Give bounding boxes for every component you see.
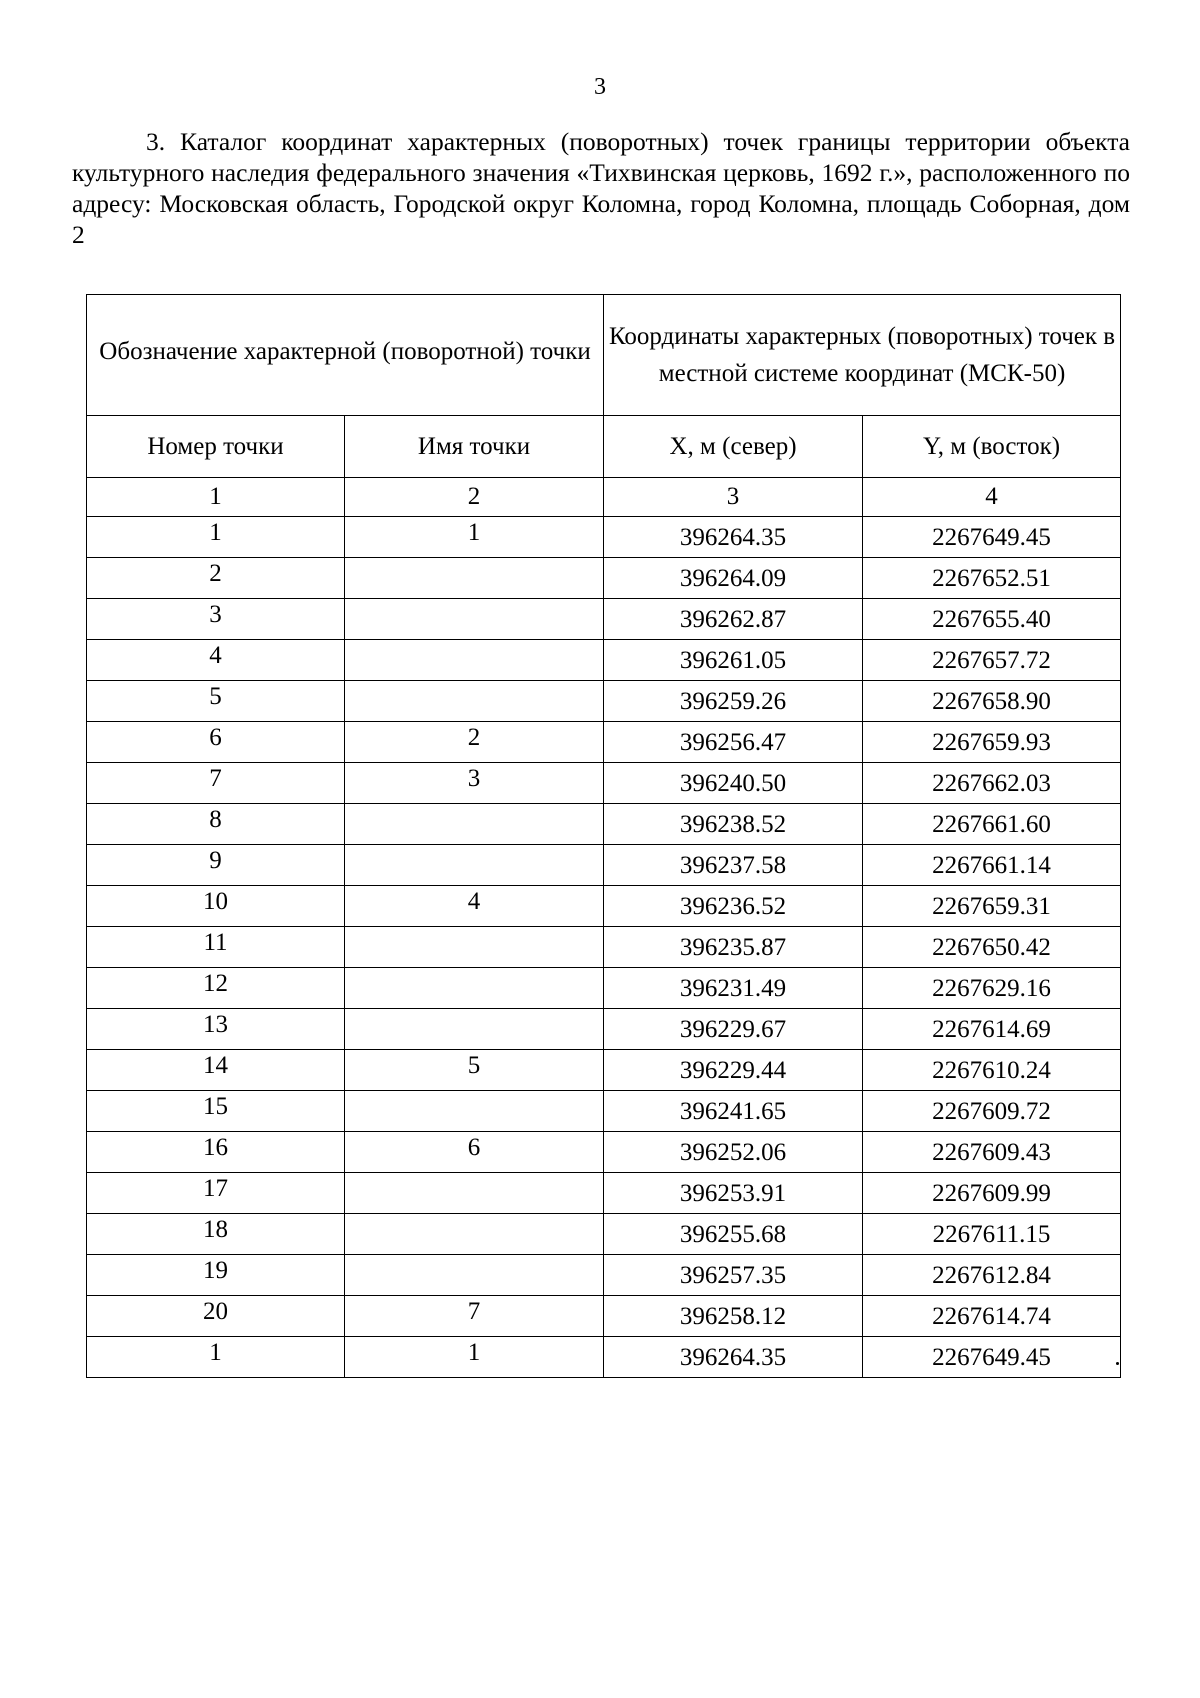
column-header-x: X, м (север)	[604, 416, 863, 478]
point-name-cell	[345, 968, 604, 1009]
x-coordinate-cell: 396264.09	[604, 558, 863, 599]
table-row	[87, 845, 1121, 886]
point-name-cell	[345, 845, 604, 886]
column-header-point-name: Имя точки	[345, 416, 604, 478]
y-coordinate-cell: 2267611.15	[863, 1214, 1121, 1255]
table-row	[87, 804, 1121, 845]
point-name-cell	[345, 804, 604, 845]
point-number-cell: 2	[87, 558, 345, 599]
y-coordinate-cell: 2267658.90	[863, 681, 1121, 722]
x-coordinate-cell: 396252.06	[604, 1132, 863, 1173]
point-number-cell: 1	[87, 517, 345, 558]
y-coordinate-cell: 2267652.51	[863, 558, 1121, 599]
x-coordinate-cell: 396229.67	[604, 1009, 863, 1050]
point-name-cell	[345, 640, 604, 681]
point-number-cell: 12	[87, 968, 345, 1009]
y-coordinate-cell: 2267662.03	[863, 763, 1121, 804]
x-coordinate-cell: 396255.68	[604, 1214, 863, 1255]
x-coordinate-cell: 396240.50	[604, 763, 863, 804]
section-heading: 3. Каталог координат характерных (поворотных) точек границы территории объекта культурного наследия федерального значения «Тихвинская церковь, 1692 г.», расположенного по адресу: Московская область, Городской округ Коломна, город Коломна, площадь Соборная, дом 2	[72, 127, 1130, 249]
table-row	[87, 886, 1121, 927]
point-name-cell	[345, 681, 604, 722]
point-number-cell: 15	[87, 1091, 345, 1132]
table-row	[87, 681, 1121, 722]
point-number-cell: 7	[87, 763, 345, 804]
point-name-cell	[345, 927, 604, 968]
table-column-header-row	[87, 416, 1121, 478]
point-number-cell: 13	[87, 1009, 345, 1050]
x-coordinate-cell: 396259.26	[604, 681, 863, 722]
x-coordinate-cell: 396256.47	[604, 722, 863, 763]
x-coordinate-cell: 396264.35	[604, 1337, 863, 1378]
x-coordinate-cell: 396231.49	[604, 968, 863, 1009]
table-row	[87, 1132, 1121, 1173]
point-name-cell: 7	[345, 1296, 604, 1337]
coordinates-group-header: Координаты характерных (поворотных) точек в местной системе координат (МСК-50)	[604, 295, 1121, 416]
column-header-point-number: Номер точки	[87, 416, 345, 478]
point-name-cell: 2	[345, 722, 604, 763]
y-coordinate-cell: 2267612.84	[863, 1255, 1121, 1296]
table-row	[87, 968, 1121, 1009]
point-name-cell: 4	[345, 886, 604, 927]
y-coordinate-cell: 2267659.31	[863, 886, 1121, 927]
coordinates-table	[86, 294, 1121, 1378]
table-row	[87, 1255, 1121, 1296]
table-column-number-row	[87, 478, 1121, 517]
point-name-cell	[345, 1009, 604, 1050]
table-row	[87, 1337, 1121, 1378]
point-name-cell: 5	[345, 1050, 604, 1091]
table-group-header-row	[87, 295, 1121, 416]
table-row	[87, 722, 1121, 763]
table-row	[87, 640, 1121, 681]
y-coordinate-cell: 2267614.69	[863, 1009, 1121, 1050]
point-number-cell: 5	[87, 681, 345, 722]
x-coordinate-cell: 396241.65	[604, 1091, 863, 1132]
point-number-cell: 1	[87, 1337, 345, 1378]
y-coordinate-cell: 2267609.99	[863, 1173, 1121, 1214]
point-name-cell: 1	[345, 517, 604, 558]
column-number: 3	[604, 478, 863, 517]
point-name-cell	[345, 599, 604, 640]
point-number-cell: 18	[87, 1214, 345, 1255]
y-coordinate-cell: 2267649.45	[863, 517, 1121, 558]
column-number: 4	[863, 478, 1121, 517]
y-coordinate-cell: 2267609.72	[863, 1091, 1121, 1132]
page-number: 3	[594, 74, 606, 100]
column-number: 2	[345, 478, 604, 517]
point-name-cell: 3	[345, 763, 604, 804]
x-coordinate-cell: 396237.58	[604, 845, 863, 886]
table-row	[87, 763, 1121, 804]
x-coordinate-cell: 396236.52	[604, 886, 863, 927]
point-name-cell: 1	[345, 1337, 604, 1378]
y-coordinate-cell: 2267649.45	[863, 1337, 1121, 1378]
point-number-cell: 11	[87, 927, 345, 968]
table-row	[87, 1296, 1121, 1337]
point-number-cell: 16	[87, 1132, 345, 1173]
table-row	[87, 927, 1121, 968]
column-header-y: Y, м (восток)	[863, 416, 1121, 478]
x-coordinate-cell: 396238.52	[604, 804, 863, 845]
table-row	[87, 599, 1121, 640]
table-row	[87, 1009, 1121, 1050]
x-coordinate-cell: 396264.35	[604, 517, 863, 558]
point-name-cell	[345, 1255, 604, 1296]
y-coordinate-cell: 2267650.42	[863, 927, 1121, 968]
point-number-cell: 6	[87, 722, 345, 763]
point-number-cell: 20	[87, 1296, 345, 1337]
designation-group-header: Обозначение характерной (поворотной) точки	[87, 295, 604, 416]
table-row	[87, 517, 1121, 558]
point-number-cell: 4	[87, 640, 345, 681]
point-name-cell: 6	[345, 1132, 604, 1173]
y-coordinate-cell: 2267614.74	[863, 1296, 1121, 1337]
x-coordinate-cell: 396258.12	[604, 1296, 863, 1337]
column-number: 1	[87, 478, 345, 517]
point-number-cell: 19	[87, 1255, 345, 1296]
table-row	[87, 558, 1121, 599]
point-number-cell: 3	[87, 599, 345, 640]
point-name-cell	[345, 1214, 604, 1255]
point-name-cell	[345, 1173, 604, 1214]
point-name-cell	[345, 1091, 604, 1132]
y-coordinate-cell: 2267629.16	[863, 968, 1121, 1009]
x-coordinate-cell: 396261.05	[604, 640, 863, 681]
table-row	[87, 1050, 1121, 1091]
x-coordinate-cell: 396229.44	[604, 1050, 863, 1091]
point-number-cell: 17	[87, 1173, 345, 1214]
y-coordinate-cell: 2267659.93	[863, 722, 1121, 763]
point-number-cell: 9	[87, 845, 345, 886]
point-name-cell	[345, 558, 604, 599]
table-row	[87, 1091, 1121, 1132]
y-coordinate-cell: 2267609.43	[863, 1132, 1121, 1173]
x-coordinate-cell: 396262.87	[604, 599, 863, 640]
point-number-cell: 10	[87, 886, 345, 927]
y-coordinate-cell: 2267661.14	[863, 845, 1121, 886]
stray-dot-mark	[1116, 1362, 1119, 1365]
coordinates-table-body	[87, 295, 1121, 1378]
y-coordinate-cell: 2267657.72	[863, 640, 1121, 681]
point-number-cell: 14	[87, 1050, 345, 1091]
x-coordinate-cell: 396235.87	[604, 927, 863, 968]
table-row	[87, 1173, 1121, 1214]
x-coordinate-cell: 396253.91	[604, 1173, 863, 1214]
table-row	[87, 1214, 1121, 1255]
x-coordinate-cell: 396257.35	[604, 1255, 863, 1296]
y-coordinate-cell: 2267661.60	[863, 804, 1121, 845]
point-number-cell: 8	[87, 804, 345, 845]
y-coordinate-cell: 2267610.24	[863, 1050, 1121, 1091]
y-coordinate-cell: 2267655.40	[863, 599, 1121, 640]
